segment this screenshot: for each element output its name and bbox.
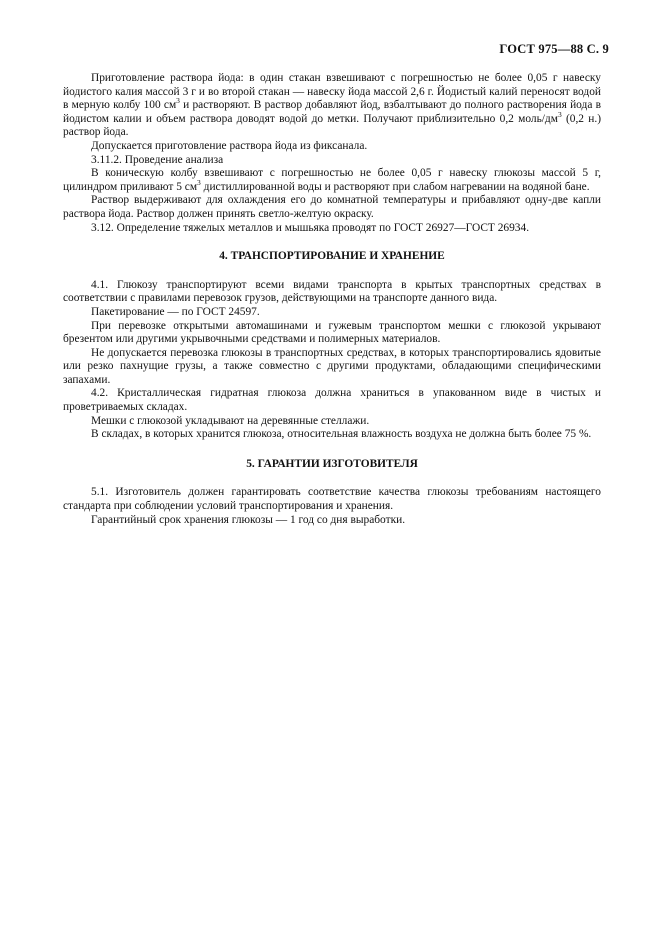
paragraph-packaging: Пакетирование — по ГОСТ 24597. — [91, 305, 260, 318]
subsection-heading-3-11-2: 3.11.2. Проведение анализа — [91, 153, 224, 166]
paragraph-5-1-guarantee: 5.1. Изготовитель должен гарантировать соответствие качества глюкозы требованиям настоящего стандарта при соблюдении условий транспортирования и хранения. — [63, 486, 601, 513]
paragraph-humidity: В складах, в которых хранится глюкоза, относительная влажность воздуха не должна быть более 75 %. — [91, 428, 592, 441]
paragraph-4-2-storage: 4.2. Кристаллическая гидратная глюкоза должна храниться в упакованном виде в чистых и проветриваемых складах. — [63, 387, 601, 414]
section-4-title: 4. ТРАНСПОРТИРОВАНИЕ И ХРАНЕНИЕ — [219, 250, 445, 263]
paragraph-iodine-solution-prep — [63, 72, 601, 140]
text-run: и растворяют. В раствор добавляют йод, взбалтывают до полного растворения йода в йодистом калии и объем раствора доводят водой до метки. Получают приблизительно 0,2 моль/дм — [63, 99, 601, 125]
text-run: В коническую колбу взвешивают с погрешностью не более 0,05 г навеску глюкозы массой 5 г, цилиндром приливают 5 см — [63, 167, 601, 193]
document-body — [63, 72, 601, 527]
section-5-title: 5. ГАРАНТИИ ИЗГОТОВИТЕЛЯ — [246, 457, 418, 470]
paragraph-prohibited-transport: Не допускается перевозка глюкозы в транспортных средствах, в которых транспортировались ядовитые или резко пахнущие грузы, а также совместно с другими продуктами, обладающими специфическими запахами. — [63, 346, 601, 386]
text-run: Приготовление раствора йода: в один стакан взвешивают с погрешностью не более 0,05 г навеску йодистого калия массой 3 г и во второй стакан — навеску йода массой 2,6 г. Йодистый калий переносят водой в мерную колбу 100 см — [63, 72, 601, 112]
superscript: 3 — [197, 177, 201, 187]
paragraph-open-vehicles: При перевозке открытыми автомашинами и гужевым транспортом мешки с глюкозой укрывают брезентом или другими укрывочными средствами и полимерных материалов. — [63, 319, 601, 346]
page-header: ГОСТ 975—88 С. 9 — [499, 42, 609, 56]
paragraph-4-1-transport: 4.1. Глюкозу транспортируют всеми видами транспорта в крытых транспортных средствах в соответствии с правилами перевозок грузов, действующими на транспорте данного вида. — [63, 278, 601, 305]
paragraph-cooling-step: Раствор выдерживают для охлаждения его до комнатной температуры и прибавляют одну-две капли раствора йода. Раствор должен принять светло-желтую окраску. — [63, 194, 601, 220]
superscript: 3 — [176, 96, 180, 106]
text-run: дистиллированной воды и растворяют при слабом нагревании на водяной бане. — [200, 180, 590, 193]
paragraph-3-12-heavy-metals: 3.12. Определение тяжелых металлов и мышьяка проводят по ГОСТ 26927—ГОСТ 26934. — [91, 221, 530, 234]
text-run: (0,2 н.) раствор йода. — [63, 112, 601, 139]
paragraph-analysis-procedure — [63, 167, 601, 194]
paragraph-wooden-racks: Мешки с глюкозой укладывают на деревянные стеллажи. — [91, 414, 370, 427]
paragraph-fixanal-note: Допускается приготовление раствора йода из фиксанала. — [91, 139, 368, 152]
superscript: 3 — [557, 109, 562, 119]
paragraph-shelf-life: Гарантийный срок хранения глюкозы — 1 год со дня выработки. — [91, 513, 406, 526]
